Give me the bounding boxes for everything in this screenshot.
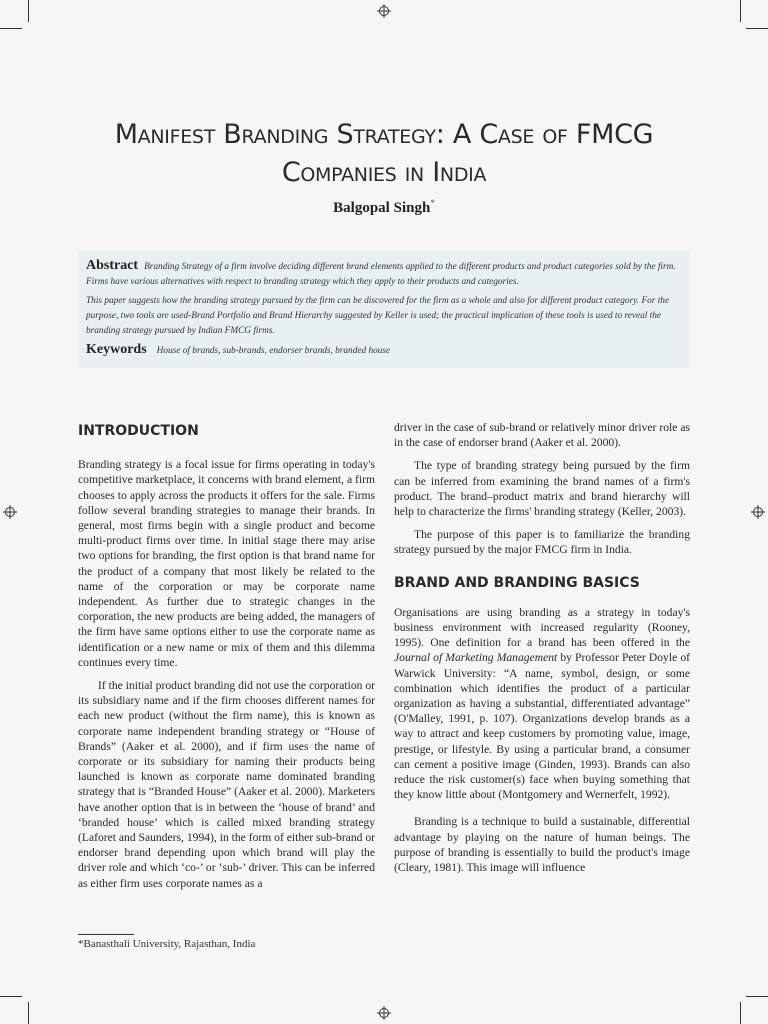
- right-paragraph-3: The purpose of this paper is to familiarize the branding strategy pursued by the major FMCG firm in India.: [394, 528, 690, 557]
- title-line-2: Companies in India: [281, 157, 487, 188]
- intro-paragraph-1: Branding strategy is a focal issue for firms operating in today's competitive marketplace, it concerns with brand element, a firm chooses to apply across the products it offers for the sale. Firms follow several branding strategies to manage their brands. In general, most firms begin with a single product and become multi-product firms over time. In initial stage there may arise two options for branding, the first option is that brand name for the product of a company that most likely be related to the name of the corporation or may be corporate name independent. As further due to strategic changes in the corporation, the new products are being added, the managers of the firm have same options either to use the corporate name as identification or a new name or mix of them and this dilemma continues every time.: [78, 458, 375, 669]
- brand-text-b: by Professor Peter Doyle of Warwick University: “A name, symbol, design, or some combination which identifies the product of a particular organization as having a substantial, differentiated advantage” (O'Malley, 1991, p. 107). Organizations develop brands as a way to attract and keep customers by promoting value, image, prestige, or lifestyle. By using a particular brand, a consumer can cement a positive image (Ginden, 1993). Brands can also reduce the risk customer(s) face when buying something that they know little about (Montgomery and Wernerfelt, 1992).: [394, 651, 690, 802]
- right-paragraph-2: The type of branding strategy being pursued by the firm can be inferred from examining the brand names of a firm's product. The brand–product matrix and brand hierarchy will help to characterize the firms' branding strategy (Keller, 2003).: [394, 459, 690, 519]
- journal-name: Journal of Marketing Management: [394, 651, 558, 665]
- intro-paragraph-2: If the initial product branding did not use the corporation or its subsidiary name and if the firm chooses different names for each new product (without the firm name), this is known as corporate name independent branding strategy or “House of Brands” (Aaker et al. 2000), and if firm uses the name of corporate or its subsidiary for naming their products being launched is known as corporate name dominated branding strategy that is “Branded House” (Aaker et al. 2000). Marketers have another option that is in between the ‘house of brand’ and ‘branded house’ which is called mixed branding strategy (Laforet and Saunders, 1994), in the form of either sub-brand or endorser brand depending upon which brand will play the driver role and which ‘co-’ or ‘sub-’ driver. This can be inferred as either firm uses corporate names as a: [78, 679, 375, 890]
- crop-mark: [0, 28, 22, 29]
- crop-mark: [746, 28, 768, 29]
- registration-mark-icon: [751, 505, 765, 519]
- paper-title: [0, 116, 768, 192]
- crop-mark: [0, 996, 22, 997]
- abstract-paragraph-1: [86, 258, 682, 290]
- keywords-text: House of brands, sub-brands, endorser brands, branded house: [156, 346, 391, 356]
- brand-paragraph-2: Branding is a technique to build a sustainable, differential advantage by playing on the nature of human beings. The purpose of branding is essentially to build the product's image (Cleary, 1981). This image will influence: [394, 815, 690, 875]
- registration-mark-icon: [377, 1006, 391, 1020]
- footnote-rule: [78, 934, 134, 935]
- keywords-line: [86, 342, 682, 358]
- crop-mark: [746, 996, 768, 997]
- registration-mark-icon: [3, 505, 17, 519]
- author-footnote-mark: *: [430, 198, 435, 208]
- registration-mark-icon: [377, 4, 391, 18]
- abstract-label: Abstract: [86, 258, 139, 273]
- brand-text-a: Organisations are using branding as a strategy in today's business environment with increased regularity (Rooney, 1995). One definition for a brand has been offered in the: [394, 605, 690, 650]
- right-paragraph-1: driver in the case of sub-brand or relatively minor driver role as in the case of endorser brand (Aaker et al. 2000).: [394, 421, 690, 450]
- title-line-1: Manifest Branding Strategy: A Case of FMCG: [114, 119, 654, 150]
- footnote: *Banasthali University, Rajasthan, India: [78, 938, 256, 950]
- brand-paragraph-1: [394, 605, 690, 803]
- crop-mark: [28, 1002, 29, 1024]
- abstract-paragraph-2: This paper suggests how the branding strategy pursued by the firm can be discovered for the firm as a whole and also for different product category. For the purpose, two tools are used-Brand Portfolio and Brand Hierarchy suggested by Keller is used; the practical implication of these tools is used to reveal the branding strategy pursued by Indian FMCG firms.: [86, 296, 670, 336]
- abstract-text-1: Branding Strategy of a firm involve deciding different brand elements applied to the different products and product categories sold by the firm. Firms have various alternatives with respect to branding strategy which they apply to their products and categories.: [86, 262, 676, 287]
- right-column: [394, 420, 690, 875]
- crop-mark: [740, 0, 741, 22]
- crop-mark: [740, 1002, 741, 1024]
- crop-mark: [28, 0, 29, 22]
- abstract-box: [78, 251, 690, 368]
- keywords-label: Keywords: [86, 342, 147, 357]
- brand-basics-heading: BRAND AND BRANDING BASICS: [394, 574, 640, 591]
- left-column: [78, 424, 375, 891]
- introduction-heading: INTRODUCTION: [78, 423, 199, 439]
- author-text: Balgopal Singh: [333, 200, 431, 216]
- author-name: [0, 198, 768, 217]
